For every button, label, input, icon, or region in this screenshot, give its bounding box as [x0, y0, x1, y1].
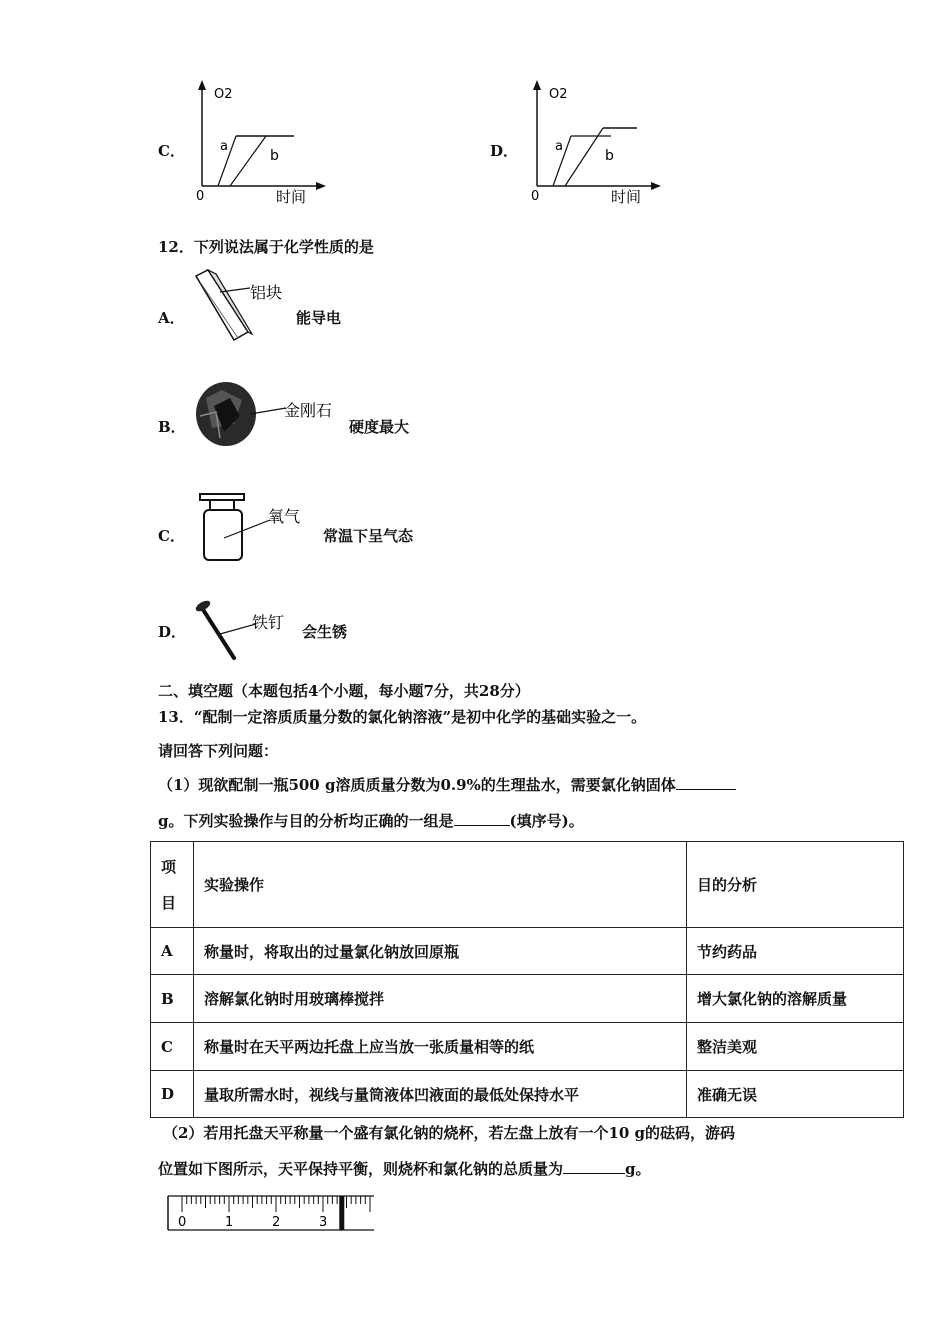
ruler-label: 1	[225, 1215, 234, 1230]
graph-c-b-label: b	[270, 148, 279, 164]
row-item: B	[151, 975, 194, 1023]
row-operation: 溶解氯化钠时用玻璃棒搅拌	[194, 975, 687, 1023]
q12-stem: 12．下列说法属于化学性质的是	[158, 238, 374, 256]
q12-option-a-text: 能导电	[296, 309, 342, 327]
table-row	[151, 1023, 904, 1071]
ruler-labels	[178, 1215, 327, 1230]
graph-c-y-arrow	[198, 80, 206, 90]
q13-part2-line2	[158, 1158, 651, 1179]
table-row	[151, 975, 904, 1023]
table-row	[151, 928, 904, 975]
row-purpose: 整洁美观	[687, 1023, 904, 1071]
row-purpose: 准确无误	[687, 1071, 904, 1118]
graph-d-y-arrow	[533, 80, 541, 90]
q12-option-b-letter: B．	[158, 418, 186, 436]
q13-stem: 13．“配制一定溶质质量分数的氯化钠溶液”是初中化学的基础实验之一。	[158, 708, 647, 726]
graph-d-b-label: b	[605, 148, 614, 164]
q13-part1-text-2b: (填序号)。	[509, 812, 584, 830]
header-item: 项目	[151, 842, 194, 928]
q13-prompt: 请回答下列问题：	[158, 742, 279, 760]
q13-part2-text-2a: 位置如下图所示，天平保持平衡，则烧杯和氯化钠的总质量为	[158, 1160, 564, 1178]
row-item: D	[151, 1071, 194, 1118]
q12-option-a-label: 铝块	[250, 283, 283, 302]
q12-option-d-letter: D．	[158, 623, 187, 641]
q12-option-c-text: 常温下呈气态	[323, 527, 414, 545]
aluminium-block-icon	[190, 268, 300, 348]
graph-c-x-arrow	[316, 182, 326, 190]
graph-d-x-label: 时间	[611, 188, 642, 206]
graph-d	[515, 78, 675, 208]
ruler-label: 2	[272, 1215, 281, 1230]
q12-option-c-letter: C．	[158, 527, 185, 545]
answer-blank-choice[interactable]	[454, 811, 510, 826]
row-item: A	[151, 928, 194, 975]
graph-d-option-letter: D．	[490, 142, 519, 160]
oxygen-bottle-icon	[190, 490, 320, 568]
experiment-table	[150, 841, 904, 1118]
q12-option-d-text: 会生锈	[302, 623, 348, 641]
graph-d-a-label: a	[555, 139, 563, 154]
graph-c	[180, 78, 340, 208]
q12-option-b-text: 硬度最大	[349, 418, 410, 436]
q12-option-b-label: 金刚石	[284, 401, 333, 420]
graph-c-line-b	[230, 136, 266, 186]
graph-c-y-label: O2	[214, 87, 233, 102]
table-row	[151, 1071, 904, 1118]
q13-part2-line1: （2）若用托盘天平称量一个盛有氯化钠的烧杯，若左盘上放有一个10 g的砝码，游码	[163, 1124, 736, 1142]
q13-part1-line2	[158, 810, 584, 831]
row-operation: 量取所需水时，视线与量筒液体凹液面的最低处保持水平	[194, 1071, 687, 1118]
answer-blank-total-mass[interactable]	[563, 1159, 625, 1174]
ruler-label: 3	[319, 1215, 328, 1230]
graph-d-x-arrow	[651, 182, 661, 190]
row-operation: 称量时在天平两边托盘上应当放一张质量相等的纸	[194, 1023, 687, 1071]
diamond-icon	[190, 376, 350, 456]
rider-marker	[339, 1196, 344, 1230]
header-operation: 实验操作	[194, 842, 687, 928]
row-purpose: 节约药品	[687, 928, 904, 975]
row-operation: 称量时，将取出的过量氯化钠放回原瓶	[194, 928, 687, 975]
ruler-label: 0	[178, 1215, 187, 1230]
graph-d-y-label: O2	[549, 87, 568, 102]
rider-scale	[164, 1192, 376, 1236]
graph-c-origin: 0	[196, 189, 205, 204]
section-title: 二、填空题（本题包括4个小题，每小题7分，共28分）	[158, 682, 530, 700]
q13-part1-text-2a: g。下列实验操作与目的分析均正确的一组是	[158, 812, 454, 830]
row-item: C	[151, 1023, 194, 1071]
graph-c-option-letter: C．	[158, 142, 185, 160]
q12-option-d-label: 铁钉	[252, 613, 285, 632]
q13-part1-line1	[158, 774, 736, 795]
row-purpose: 增大氯化钠的溶解质量	[687, 975, 904, 1023]
q12-option-c-label: 氧气	[268, 507, 301, 526]
header-purpose: 目的分析	[687, 842, 904, 928]
answer-blank-mass[interactable]	[676, 775, 736, 790]
iron-nail-icon	[190, 596, 320, 664]
graph-d-origin: 0	[531, 189, 540, 204]
q13-part2-text-2b: g。	[625, 1160, 651, 1178]
table-header-row	[151, 842, 904, 928]
q12-option-a-letter: A．	[158, 309, 185, 327]
graph-c-x-label: 时间	[276, 188, 307, 206]
q13-part1-text: （1）现欲配制一瓶500 g溶质质量分数为0.9%的生理盐水，需要氯化钠固体	[158, 776, 676, 794]
graph-c-a-label: a	[220, 139, 228, 154]
